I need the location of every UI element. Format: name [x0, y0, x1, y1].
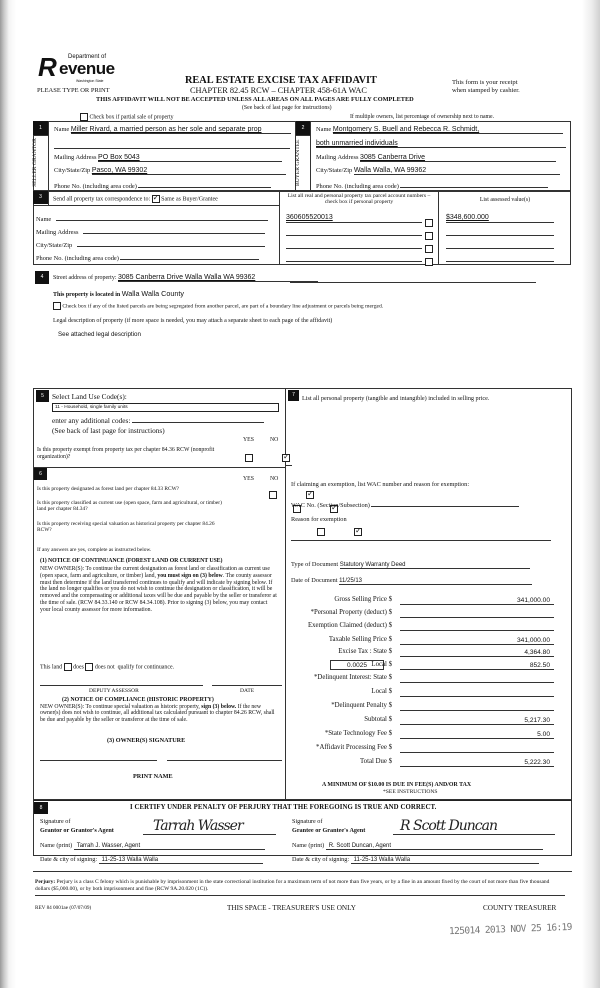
- notice-compliance-title: (2) NOTICE OF COMPLIANCE (HISTORIC PROPERTY): [62, 697, 214, 703]
- section-3-badge: 3: [33, 191, 48, 204]
- wac-row: WAC No. (Section/Subsection): [291, 499, 519, 509]
- gross-selling-price-row: Gross Selling Price $ 341,000.00: [292, 596, 562, 607]
- doc-type-row: Type of Document Statutory Warranty Deed: [291, 561, 530, 569]
- buyer-phone-row: Phone No. (including area code): [316, 180, 548, 190]
- land-use-select[interactable]: 11 - Household, single family units: [52, 403, 279, 412]
- logo-state: Washington State: [76, 79, 104, 83]
- grantee-date-field[interactable]: 11-25-13 Walla Walla: [351, 857, 539, 864]
- corr-mailing-field[interactable]: [83, 227, 265, 234]
- historic-no-checkbox[interactable]: [354, 528, 362, 536]
- owner-signature-line-2[interactable]: [167, 760, 282, 761]
- form-title: REAL ESTATE EXCISE TAX AFFIDAVIT: [185, 75, 377, 86]
- section-5-badge: 5: [36, 390, 49, 402]
- see-back: (See back of last page for instructions): [242, 105, 332, 111]
- excise-tax-local-field[interactable]: 852.50: [400, 661, 554, 670]
- grantor-date-field[interactable]: 11-25-13 Walla Walla: [99, 857, 263, 864]
- grantor-sig-label-1: Signature of: [40, 818, 71, 825]
- corr-mailing-row: Mailing Address: [36, 227, 265, 236]
- assessed-value-field[interactable]: [446, 227, 554, 236]
- owner-signature-label: (3) OWNER(S) SIGNATURE: [107, 737, 186, 744]
- delinquent-penalty-row: *Delinquent Penalty $: [292, 702, 562, 713]
- county-field[interactable]: Walla Walla County: [121, 289, 184, 298]
- legal-description-value[interactable]: See attached legal description: [58, 331, 141, 338]
- form-subtitle: CHAPTER 82.45 RCW – CHAPTER 458-61A WAC: [190, 86, 367, 95]
- parcel-row-1: [284, 214, 434, 223]
- form-id: REV 84 0001ae (07/07/09): [35, 905, 92, 911]
- form-warning: THIS AFFIDAVIT WILL NOT BE ACCEPTED UNLESS ALL AREAS ON ALL PAGES ARE FULLY COMPLETED: [96, 96, 414, 103]
- buyer-grantee-label: BUYER GRANTEE: [295, 139, 301, 187]
- delinquent-interest-state-field[interactable]: [400, 674, 554, 683]
- corr-city-row: City/State/Zip: [36, 240, 265, 249]
- reason-label: Reason for exemption: [291, 516, 347, 523]
- buyer-phone-field[interactable]: [400, 180, 548, 188]
- multiple-owners-note: If multiple owners, list percentage of ownership next to name.: [350, 114, 495, 120]
- personal-property-checkbox[interactable]: [425, 258, 433, 266]
- buyer-mailing-field[interactable]: 3085 Canberra Drive: [360, 154, 556, 162]
- exempt-no-checkbox[interactable]: [282, 454, 290, 462]
- this-land-row: This land does does not qualify for continuance.: [40, 664, 175, 671]
- grantor-date-row: Date & city of signing: 11-25-13 Walla Walla: [40, 856, 263, 864]
- section-8-badge: 8: [34, 802, 48, 814]
- section-7-badge: 7: [288, 390, 299, 401]
- personal-property-deduct-field[interactable]: [400, 609, 554, 618]
- street-address-row: Street address of property: 3085 Canberra Drive Walla Walla WA 99362: [53, 274, 318, 282]
- print-name-label: PRINT NAME: [133, 773, 173, 780]
- owner-signature-line[interactable]: [40, 760, 157, 761]
- delinquent-interest-local-field[interactable]: [400, 688, 554, 697]
- notice-continuance-text: NEW OWNER(S): To continue the current designation as forest land or classification as current use (open space, farm and agriculture, or timber) land, you must sign on (3) below. The county assessor must then determine if the land transferred continues to qualify and will indicate by signing below. If the land no longer qualifies or you do not wish to continue the designation or classification, it will be removed and the compensating or additional taxes will be due and payable by the seller or transferor at the time of sale. (RCW 84.33.140 or RCW 84.34.108). Prior to signing (3) below, you may contact your local county assessor for more information.: [40, 566, 277, 613]
- corr-name-field[interactable]: [56, 214, 268, 221]
- yes-header-6: YES: [243, 476, 254, 482]
- forest-yes-checkbox[interactable]: [269, 491, 277, 499]
- current-use-question: Is this property classified as current use (open space, farm and agricultural, or timber) land per chapter 84.34?: [37, 500, 222, 513]
- exempt-yes-checkbox[interactable]: [245, 454, 253, 462]
- section-6-badge: 6: [34, 468, 47, 480]
- receipt-note-2: when stamped by cashier.: [452, 87, 520, 94]
- treasurer-use-only: THIS SPACE - TREASURER'S USE ONLY: [227, 904, 356, 912]
- assessor-date-line[interactable]: [212, 685, 282, 686]
- buyer-mailing-row: Mailing Address 3085 Canberra Drive: [316, 154, 556, 162]
- date-label: DATE: [240, 688, 255, 694]
- doc-date-row: Date of Document 11/25/13: [291, 577, 532, 585]
- parcel-number-field[interactable]: [286, 240, 422, 249]
- buyer-city-row: City/State/Zip Walla Walla, WA 99362: [316, 167, 560, 175]
- cashier-stamp: 125014 2013 NOV 25 16:19: [448, 921, 573, 938]
- grantee-signature-line[interactable]: [393, 834, 555, 835]
- forest-land-question: Is this property designated as forest land per chapter 84.33 RCW?: [37, 486, 180, 492]
- does-not-qualify-checkbox[interactable]: [85, 663, 93, 671]
- section-4-badge: 4: [35, 271, 49, 284]
- corr-phone-field[interactable]: [120, 253, 259, 260]
- exempt-question: Is this property exempt from property tax per chapter 84.36 RCW (nonprofit organization)?: [37, 447, 215, 460]
- historic-yes-checkbox[interactable]: [317, 528, 325, 536]
- parcel-row-4: [284, 253, 434, 262]
- buyer-name-field[interactable]: Montgomery S. Buell and Rebecca R. Schmidt,: [333, 126, 563, 134]
- logo-initial: R: [38, 52, 57, 82]
- delinquent-interest-state-row: *Delinquent Interest: State $: [292, 674, 562, 685]
- seller-name-field[interactable]: Miller Rivard, a married person as her sole and separate prop: [71, 126, 291, 134]
- seller-name-row: Name Miller Rivard, a married person as her sole and separate prop: [54, 126, 291, 134]
- personal-property-deduct-row: *Personal Property (deduct) $: [292, 609, 562, 620]
- section-2-badge: 2: [296, 121, 310, 135]
- perjury-notice: Perjury: Perjury is a class C felony which is punishable by imprisonment in the state correctional institution for a maximum term of not more than five years, or by a fine in an amount fixed by the court of not more than five thousand dollars ($5,000.00), or by both imprisonment and fine (RCW 9A.20.020 (1C)).: [35, 879, 565, 896]
- minimum-due-note: A MINIMUM OF $10.00 IS DUE IN FEE(S) AND/OR TAX: [322, 782, 472, 788]
- grantee-signature: R Scott Duncan: [400, 818, 498, 834]
- seller-phone-row: Phone No. (including area code): [54, 180, 271, 190]
- assessed-value-field[interactable]: [446, 253, 554, 262]
- partial-sale-label: Check box if partial sale of property: [89, 114, 174, 121]
- no-header-5: NO: [270, 437, 279, 443]
- taxable-selling-price-row: Taxable Selling Price $ 341,000.00: [292, 636, 562, 647]
- grantor-sig-label-2: Grantor or Grantor's Agent: [40, 827, 114, 834]
- corr-city-field[interactable]: [77, 240, 265, 247]
- total-due-field[interactable]: 5,222.30: [400, 758, 554, 767]
- notice-compliance-text: NEW OWNER(S): To continue special valuation as historic property, sign (3) below. If the new owner(s) does not wish to continue, all additional tax calculated pursuant to chapter 84.26 RCW, shall be due and payable by the seller or transferor at the time of sale.: [40, 704, 275, 723]
- logo-revenue: evenue: [59, 59, 115, 78]
- grantor-signature: Tarrah Wasser: [153, 818, 243, 834]
- excise-tax-state-field[interactable]: 4,364.80: [400, 648, 554, 657]
- state-technology-fee-field[interactable]: 5.00: [400, 730, 554, 739]
- parcel-row-2: [284, 227, 434, 236]
- affidavit-processing-fee-field[interactable]: [400, 744, 554, 753]
- partial-sale[interactable]: [80, 113, 173, 121]
- assessed-value-field[interactable]: [446, 240, 554, 249]
- seller-phone-field[interactable]: [138, 180, 271, 188]
- buyer-name-line2[interactable]: both unmarried individuals: [316, 140, 566, 148]
- parcel-row-3: [284, 240, 434, 249]
- historic-question: Is this property receiving special valuation as historical property per chapter 84.26 RCW?: [37, 521, 215, 534]
- no-header-6: NO: [270, 476, 279, 482]
- grantee-sig-label-2: Grantee or Grantee's Agent: [292, 827, 366, 834]
- parcel-number-field[interactable]: [286, 253, 422, 262]
- taxable-selling-price-field[interactable]: 341,000.00: [400, 636, 554, 645]
- grantee-name-field[interactable]: R. Scott Duncan, Agent: [326, 843, 543, 850]
- parcel-header: List all real and personal property tax parcel account numbers – check box if personal property: [287, 193, 431, 206]
- if-yes-note: If any answers are yes, complete as instructed below.: [37, 547, 152, 553]
- dor-logo: [38, 50, 118, 84]
- personal-property-label: List all personal property (tangible and intangible) included in selling price.: [302, 395, 490, 402]
- excise-tax-local-row: Local $ 852.50: [292, 661, 562, 672]
- logo-dept: Department of: [68, 54, 107, 60]
- please-type: PLEASE TYPE OR PRINT: [37, 87, 110, 94]
- delinquent-interest-local-row: Local $: [292, 688, 562, 699]
- wac-field[interactable]: [371, 499, 519, 507]
- seller-city-row: City/State/Zip Pasco, WA 99302: [54, 167, 286, 175]
- delinquent-penalty-field[interactable]: [400, 702, 554, 711]
- local-rate-box[interactable]: 0.0025: [330, 660, 384, 670]
- excise-tax-state-row: Excise Tax : State $ 4,364.80: [292, 648, 562, 659]
- seller-grantor-label: SELLER GRANTOR: [32, 138, 38, 188]
- grantor-name-row: Name (print) Tarrah J. Wasser, Agent: [40, 842, 265, 850]
- grantor-signature-line[interactable]: [143, 834, 276, 835]
- assessed-value-field[interactable]: $348,600.000: [446, 214, 554, 223]
- additional-codes-row: enter any additional codes:: [52, 415, 264, 425]
- section-1-badge: 1: [33, 121, 48, 135]
- subtotal-field[interactable]: 5,217.30: [400, 716, 554, 725]
- additional-codes-field[interactable]: [132, 415, 264, 423]
- affidavit-processing-fee-row: *Affidavit Processing Fee $: [292, 744, 562, 755]
- total-due-row: Total Due $ 5,222.30: [292, 758, 562, 769]
- reason-line-1[interactable]: [291, 540, 551, 541]
- parcel-number-field[interactable]: [286, 227, 422, 236]
- seller-city-field[interactable]: Pasco, WA 99302: [92, 167, 286, 175]
- seller-mailing-field[interactable]: PO Box 5043: [98, 154, 282, 162]
- located-in-row: This property is located in Walla Walla County: [53, 289, 184, 298]
- grantee-date-row: Date & city of signing: 11-25-13 Walla Walla: [292, 856, 539, 864]
- state-technology-fee-row: *State Technology Fee $ 5.00: [292, 730, 562, 741]
- exemption-label: If claiming an exemption, list WAC number and reason for exemption:: [291, 481, 470, 488]
- partial-sale-checkbox[interactable]: [80, 113, 88, 121]
- legal-description-label: Legal description of property (if more space is needed, you may attach a separate sheet to each page of the affidavit): [53, 318, 333, 324]
- send-correspondence: Send all property tax correspondence to: ✓ Same as Buyer/Grantee: [53, 195, 218, 203]
- see-instructions-note: *SEE INSTRUCTIONS: [383, 789, 438, 795]
- certify-statement: I CERTIFY UNDER PENALTY OF PERJURY THAT THE FOREGOING IS TRUE AND CORRECT.: [130, 804, 437, 811]
- segregated-row: Check box if any of the listed parcels are being segregated from another parcel, are part of a boundary line adjustment or parcels being merged.: [53, 302, 383, 310]
- gross-selling-price-field[interactable]: 341,000.00: [400, 596, 554, 605]
- assessed-header: List assessed value(s): [479, 197, 531, 203]
- buyer-name-row: Name Montgomery S. Buell and Rebecca R. Schmidt,: [316, 126, 563, 134]
- see-back-instructions: (See back of last page for instructions): [52, 426, 165, 435]
- land-use-label: Select Land Use Code(s):: [52, 392, 127, 401]
- grantee-name-row: Name (print) R. Scott Duncan, Agent: [292, 842, 543, 850]
- receipt-note-1: This form is your receipt: [452, 79, 518, 86]
- deputy-assessor-line[interactable]: [40, 685, 203, 686]
- does-qualify-checkbox[interactable]: [64, 663, 72, 671]
- deputy-assessor-label: DEPUTY ASSESSOR: [89, 688, 139, 694]
- segregated-checkbox[interactable]: [53, 302, 61, 310]
- seller-mailing-row: Mailing Address PO Box 5043: [54, 154, 282, 162]
- seller-name-line2[interactable]: [54, 141, 290, 149]
- street-address-field[interactable]: 3085 Canberra Drive Walla Walla WA 99362: [118, 274, 318, 282]
- grantor-name-field[interactable]: Tarrah J. Wasser, Agent: [74, 843, 265, 850]
- corr-name-row: Name: [36, 214, 268, 223]
- subtotal-row: Subtotal $ 5,217.30: [292, 716, 562, 727]
- buyer-city-field[interactable]: Walla Walla, WA 99362: [354, 167, 560, 175]
- yes-header-5: YES: [243, 437, 254, 443]
- notice-continuance-title: (1) NOTICE OF CONTINUANCE (FOREST LAND OR CURRENT USE): [40, 558, 223, 564]
- parcel-number-field[interactable]: 360605520013: [286, 214, 422, 223]
- corr-phone-row: Phone No. (including area code): [36, 253, 259, 262]
- exemption-claimed-row: Exemption Claimed (deduct) $: [292, 622, 562, 633]
- grantee-sig-label-1: Signature of: [292, 818, 323, 825]
- doc-date-field[interactable]: 11/25/13: [339, 578, 532, 585]
- same-as-buyer-checkbox[interactable]: [152, 195, 160, 203]
- exemption-claimed-field[interactable]: [400, 622, 554, 631]
- doc-type-field[interactable]: Statutory Warranty Deed: [340, 562, 530, 569]
- county-treasurer: COUNTY TREASURER: [483, 904, 557, 912]
